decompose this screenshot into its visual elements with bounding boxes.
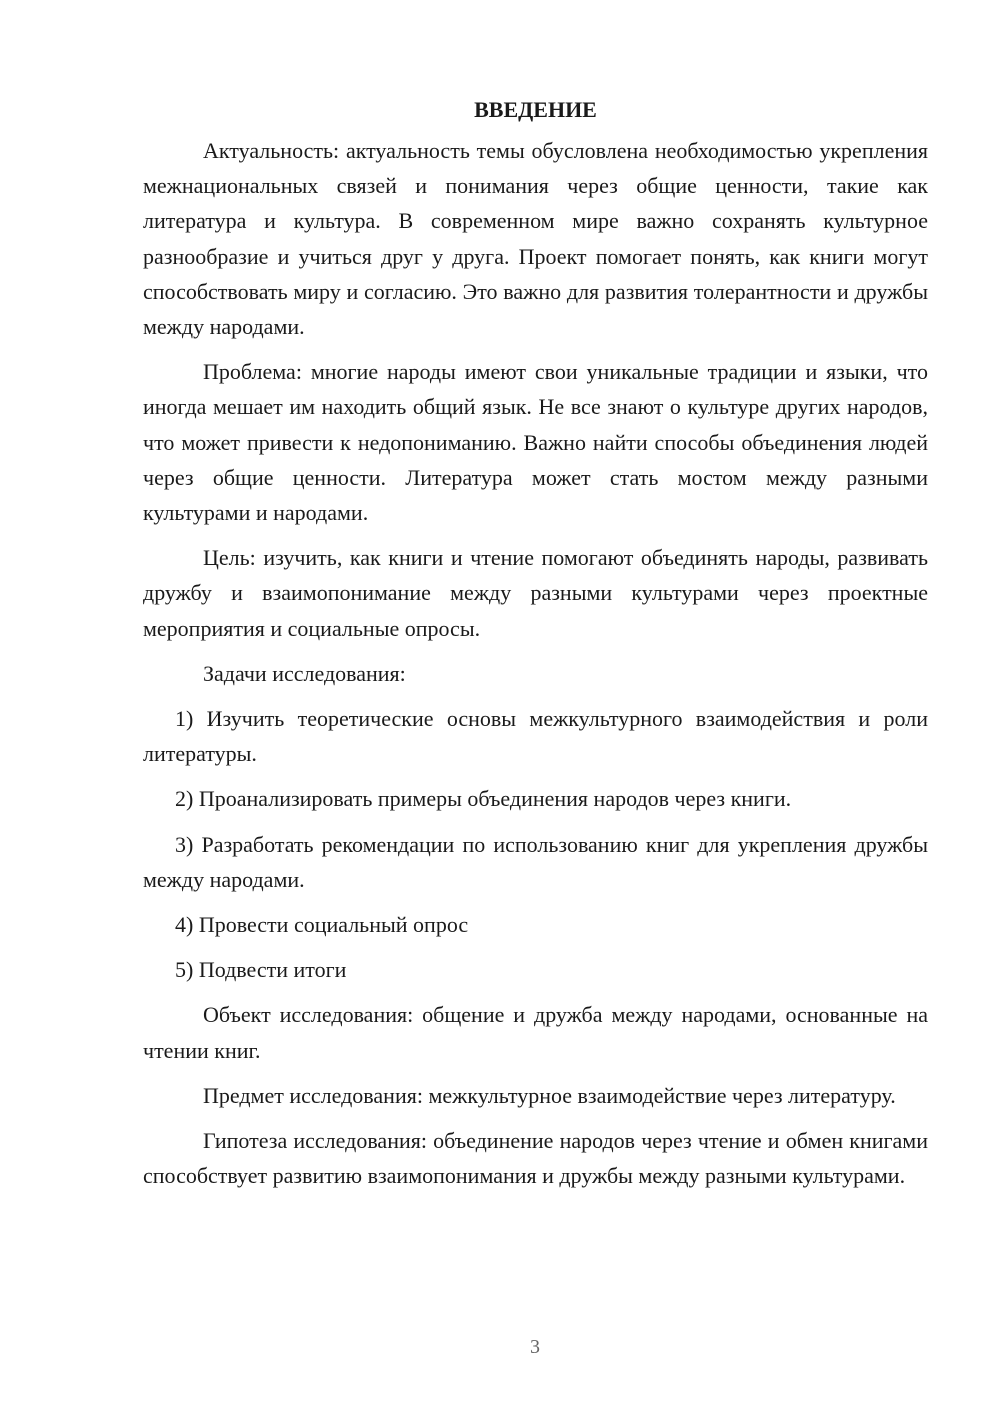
page-title: ВВЕДЕНИЕ <box>474 97 597 122</box>
tasks-heading: Задачи исследования: <box>203 660 406 686</box>
subject-paragraph: Предмет исследования: межкультурное взаимодействие через литературу. <box>203 1082 896 1108</box>
page-number: 3 <box>530 1336 540 1358</box>
relevance-paragraph: Актуальность: актуальность темы обусловлена необходимостью укрепления межнациональных связей и понимания через общие ценности, такие как литература и культура. В современном мире важно сохранять культурное разнообразие и учиться друг у друга. Проект помогает понять, как книги могут способствовать миру и согласию. Это важно для развития толерантности и дружбы между народами. <box>143 138 928 340</box>
document-body <box>143 92 928 1203</box>
task-item-1: 1) Изучить теоретические основы межкультурного взаимодействия и роли литературы. <box>143 706 928 767</box>
problem-paragraph: Проблема: многие народы имеют свои уникальные традиции и языки, что иногда мешает им находить общий язык. Не все знают о культуре других народов, что может привести к недопониманию. Важно найти способы объединения людей через общие ценности. Литература может стать мостом между разными культурами и народами. <box>143 359 928 526</box>
task-item-2: 2) Проанализировать примеры объединения народов через книги. <box>175 786 792 812</box>
task-item-5: 5) Подвести итоги <box>175 957 347 983</box>
task-item-4: 4) Провести социальный опрос <box>175 912 469 938</box>
task-item-3: 3) Разработать рекомендации по использованию книг для укрепления дружбы между народами. <box>143 831 928 892</box>
object-paragraph: Объект исследования: общение и дружба между народами, основанные на чтении книг. <box>143 1002 928 1063</box>
goal-paragraph: Цель: изучить, как книги и чтение помогают объединять народы, развивать дружбу и взаимопонимание между разными культурами через проектные мероприятия и социальные опросы. <box>143 545 928 641</box>
hypothesis-paragraph: Гипотеза исследования: объединение народов через чтение и обмен книгами способствует развитию взаимопонимания и дружбы между разными культурами. <box>143 1128 928 1189</box>
